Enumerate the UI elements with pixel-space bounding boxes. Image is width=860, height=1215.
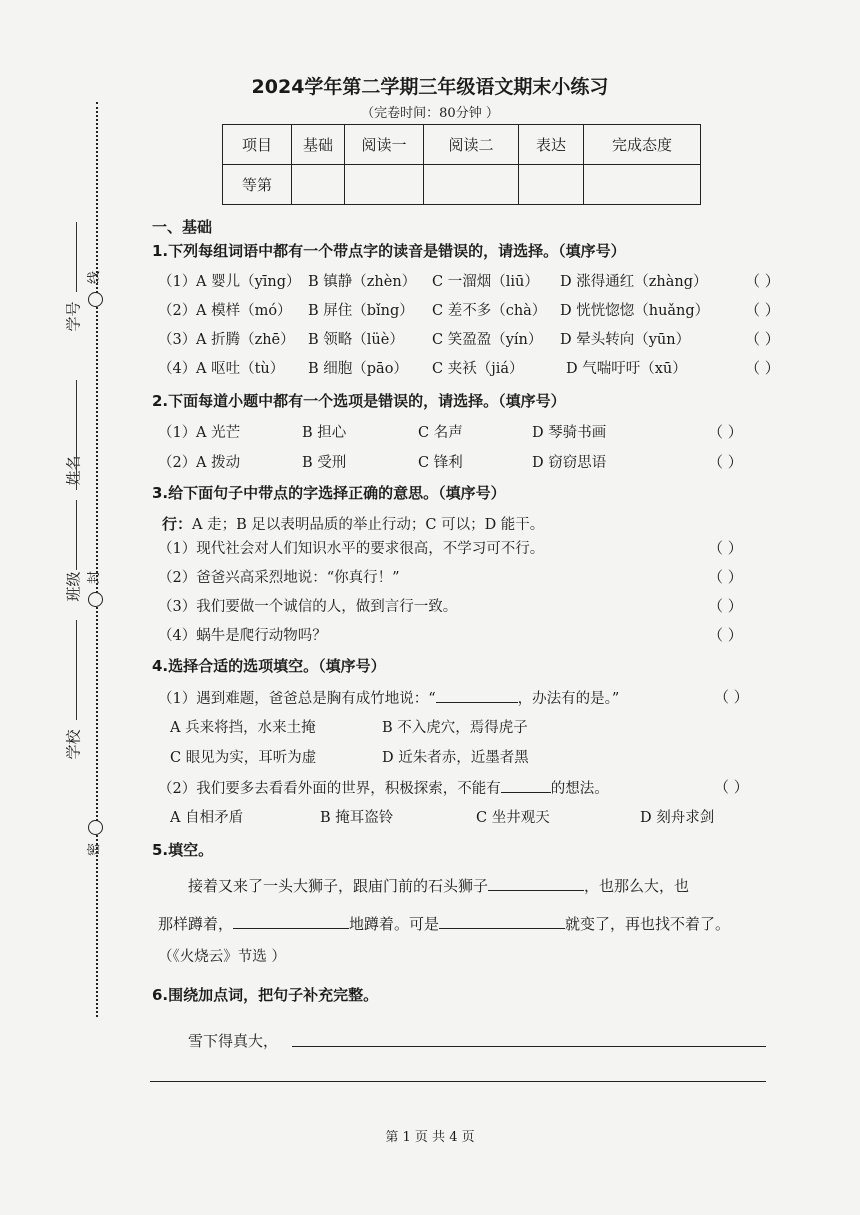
table-row-label: 等第 [223, 165, 292, 205]
q5-blank-2[interactable] [233, 912, 349, 929]
answer-blank[interactable]: （ ） [714, 688, 749, 706]
binding-label-feng: 封 [87, 570, 103, 585]
q3-item-1: （1）现代社会对人们知识水平的要求很高，不学习可不行。 [158, 541, 545, 557]
q4-s1-option-b: B 不入虎穴，焉得虎子 [382, 720, 528, 736]
q1-item-4-option-c: C 夹袄（jiá） [432, 361, 524, 377]
q1-item-4-option-b: B 细胞（pāo） [308, 361, 408, 377]
q4-s1-option-c: C 眼见为实，耳听为虚 [170, 750, 317, 766]
q1-item-1-option-d: D 涨得通红（zhàng） [560, 274, 708, 290]
q2-item-2-option-c: C 锋利 [418, 455, 463, 471]
binding-label-xian: 线 [87, 270, 103, 285]
q4-s2-option-c: C 坐井观天 [476, 810, 550, 826]
question-1-title: 1.下列每组词语中都有一个带点字的读音是错误的，请选择。（填序号） [152, 242, 626, 260]
grade-cell[interactable] [292, 165, 345, 205]
page-subtitle: （完卷时间：80分钟 ） [361, 106, 499, 121]
q5-text: 就变了，再也找不着了。 [565, 915, 731, 933]
answer-blank[interactable]: （ ） [708, 453, 743, 471]
q3-item-4: （4）蜗牛是爬行动物吗？ [158, 628, 327, 644]
q2-item-1-option-c: C 名声 [418, 425, 463, 441]
student-number-label: 学号 [64, 301, 83, 332]
question-4-title: 4.选择合适的选项填空。（填序号） [152, 657, 386, 675]
class-label: 班级 [64, 571, 83, 602]
grade-cell[interactable] [584, 165, 701, 205]
q1-item-2-option-a: A 模样（mó） [196, 303, 292, 319]
q4-s2-text-before: （2）我们要多去看看外面的世界，积极探索，不能有 [158, 781, 501, 797]
student-name-field[interactable] [76, 380, 77, 490]
q4-s2-option-a: A 自相矛盾 [170, 810, 244, 826]
answer-blank[interactable]: （ ） [745, 272, 780, 290]
q3-item-3: （3）我们要做一个诚信的人，做到言行一致。 [158, 599, 458, 615]
q1-item-1-option-b: B 镇静（zhèn） [308, 274, 417, 290]
question-6-title: 6.围绕加点词，把句子补充完整。 [152, 986, 379, 1004]
answer-blank[interactable]: （ ） [745, 301, 780, 319]
q1-item-1-option-a: A 婴儿（yīng） [196, 274, 301, 290]
page-title: 2024学年第二学期三年级语文期末小练习 [251, 76, 609, 98]
q1-item-1-option-c: C 一溜烟（liū） [432, 274, 539, 290]
q5-text: ，也那么大，也 [584, 877, 690, 895]
question-2-title: 2.下面每道小题中都有一个选项是错误的，请选择。（填序号） [152, 392, 566, 410]
q1-item-3-option-b: B 领略（lüè） [308, 332, 404, 348]
answer-blank[interactable]: （ ） [745, 359, 780, 377]
q2-item-2-num: （2） [158, 455, 197, 471]
q3-definition-char: 行： [162, 515, 193, 533]
q3-item-2: （2）爸爸兴高采烈地说：“你真行！” [158, 570, 400, 586]
q2-item-1-option-b: B 担心 [302, 425, 347, 441]
q4-sentence-2 [158, 776, 609, 798]
q2-item-1-option-a: A 光芒 [196, 425, 241, 441]
q4-s2-option-d: D 刻舟求剑 [640, 810, 715, 826]
binding-circle [88, 292, 103, 307]
grade-cell[interactable] [424, 165, 519, 205]
table-header-cell: 阅读一 [345, 125, 424, 165]
page-number: 第 1 页 共 4 页 [385, 1130, 475, 1145]
q1-item-3-option-d: D 晕头转向（yūn） [560, 332, 691, 348]
q2-item-1-num: （1） [158, 425, 197, 441]
table-header-cell: 阅读二 [424, 125, 519, 165]
q3-definition [162, 513, 544, 534]
binding-label-mi: 密 [87, 842, 103, 857]
table-header-cell: 基础 [292, 125, 345, 165]
q2-item-1-option-d: D 琴骑书画 [532, 425, 607, 441]
table-header-cell: 完成态度 [584, 125, 701, 165]
question-5-title: 5.填空。 [152, 841, 214, 859]
q5-source: （《火烧云》节选 ） [158, 949, 286, 965]
q5-text: 接着又来了一头大狮子，跟庙门前的石头狮子 [188, 877, 489, 895]
q4-sentence-1 [158, 686, 619, 708]
score-table-grade-row [223, 165, 701, 205]
answer-blank[interactable]: （ ） [708, 539, 743, 557]
q4-s1-option-d: D 近朱者赤，近墨者黑 [382, 750, 529, 766]
table-header-cell: 项目 [223, 125, 292, 165]
answer-blank[interactable]: （ ） [708, 597, 743, 615]
answer-blank[interactable]: （ ） [708, 423, 743, 441]
q1-item-3-option-c: C 笑盈盈（yín） [432, 332, 543, 348]
q3-definition-text: A 走；B 足以表明品质的举止行动；C 可以；D 能干。 [192, 517, 545, 533]
answer-blank[interactable]: （ ） [708, 568, 743, 586]
q1-item-2-option-c: C 差不多（chà） [432, 303, 547, 319]
question-3-title: 3.给下面句子中带点的字选择正确的意思。（填序号） [152, 484, 506, 502]
q5-blank-3[interactable] [439, 912, 565, 929]
score-table-header-row [223, 125, 701, 165]
q6-answer-line[interactable] [292, 1046, 766, 1047]
class-field[interactable] [76, 500, 77, 570]
q4-s2-text-after: 的想法。 [550, 781, 609, 797]
q4-s1-option-a: A 兵来将挡，水来土掩 [170, 720, 316, 736]
binding-dotted-line [96, 102, 98, 1017]
grade-cell[interactable] [345, 165, 424, 205]
q5-blank-1[interactable] [488, 874, 584, 891]
q5-text: 地蹲着。可是 [349, 915, 440, 933]
q2-item-2-option-d: D 窃窃思语 [532, 455, 607, 471]
q4-s1-text-before: （1）遇到难题，爸爸总是胸有成竹地说：“ [158, 691, 436, 707]
q2-item-2-option-b: B 受刑 [302, 455, 347, 471]
q6-answer-line[interactable] [150, 1081, 766, 1082]
q4-s2-blank[interactable] [501, 776, 551, 793]
section-heading: 一、基础 [152, 218, 213, 236]
grade-cell[interactable] [519, 165, 584, 205]
q1-item-2-option-d: D 恍恍惚惚（huǎng） [560, 303, 710, 319]
answer-blank[interactable]: （ ） [708, 626, 743, 644]
school-field[interactable] [76, 620, 77, 720]
student-name-label: 姓名 [64, 455, 83, 486]
q2-item-2-option-a: A 拨动 [196, 455, 241, 471]
q1-item-4-option-a: A 呕吐（tù） [196, 361, 285, 377]
q1-item-1-num: （1） [158, 274, 197, 290]
q6-prefix: 雪下得真大， [188, 1032, 279, 1050]
student-number-field[interactable] [76, 222, 77, 292]
answer-blank[interactable]: （ ） [745, 330, 780, 348]
q5-line-2 [158, 912, 730, 934]
q1-item-4-option-d: D 气喘吁吁（xū） [566, 361, 687, 377]
binding-circle [88, 592, 103, 607]
q5-text: 那样蹲着， [158, 915, 234, 933]
q4-s2-option-b: B 掩耳盗铃 [320, 810, 394, 826]
score-table [222, 124, 701, 205]
binding-circle [88, 820, 103, 835]
school-label: 学校 [64, 729, 83, 760]
q1-item-3-option-a: A 折腾（zhē） [196, 332, 295, 348]
q4-s1-text-after: ，办法有的是。” [517, 691, 620, 707]
q1-item-2-num: （2） [158, 303, 197, 319]
q1-item-4-num: （4） [158, 361, 197, 377]
q1-item-2-option-b: B 屏住（bǐng） [308, 303, 414, 319]
answer-blank[interactable]: （ ） [714, 778, 749, 796]
q4-s1-blank[interactable] [436, 686, 518, 703]
q1-item-3-num: （3） [158, 332, 197, 348]
table-header-cell: 表达 [519, 125, 584, 165]
q5-line-1 [188, 874, 689, 896]
